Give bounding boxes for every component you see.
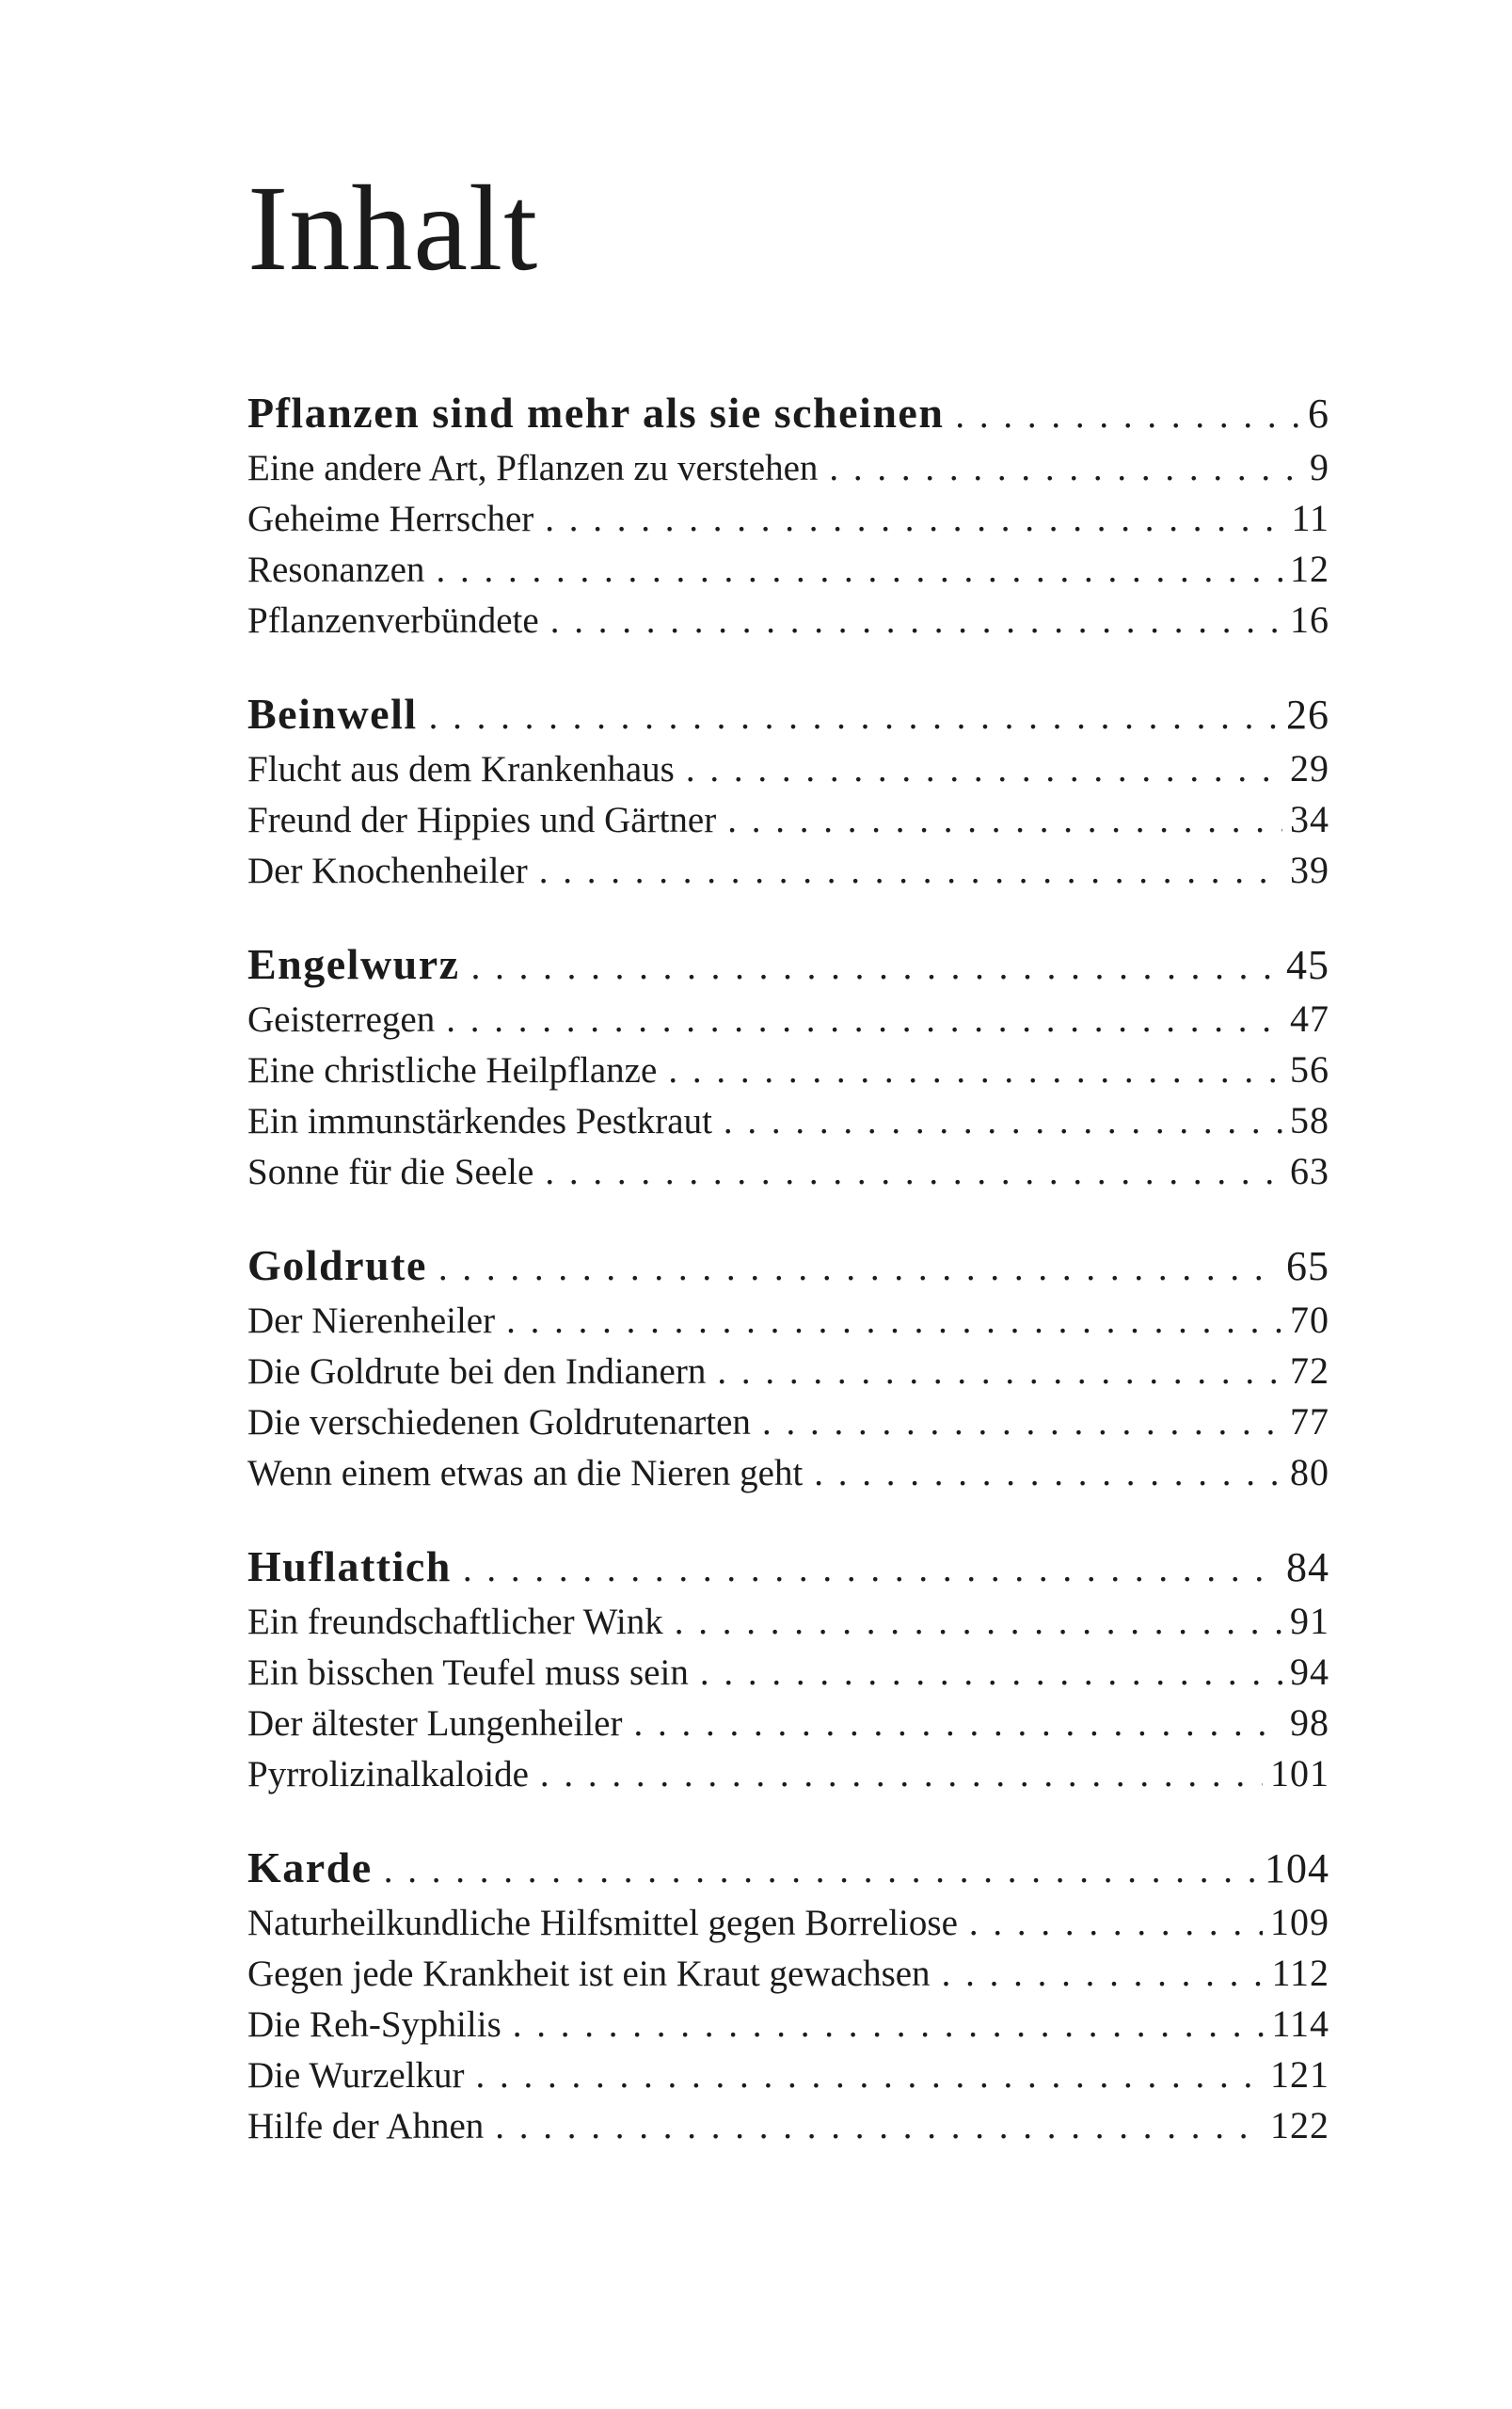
page-number: 80 [1290, 1451, 1329, 1493]
chapter-title: Pflanzen sind mehr als sie scheinen [247, 389, 945, 437]
page-number: 45 [1286, 942, 1329, 988]
toc-entry [247, 2050, 1329, 2100]
entry-title: Ein bisschen Teufel muss sein [247, 1652, 689, 1693]
toc-entry [247, 2100, 1329, 2151]
page-number: 77 [1290, 1400, 1329, 1443]
page-number: 114 [1271, 2002, 1329, 2045]
dot-leader [463, 1540, 1279, 1599]
page-title: Inhalt [247, 161, 539, 296]
entry-title: Ein immunstärkendes Pestkraut [247, 1101, 712, 1141]
dot-leader [969, 1898, 1263, 1949]
dot-leader [513, 2000, 1265, 2050]
page-number: 101 [1270, 1752, 1329, 1795]
toc-entry [247, 994, 1329, 1045]
entry-title: Pyrrolizinalkaloide [247, 1754, 529, 1795]
dot-leader [446, 995, 1282, 1045]
entry-title: Pflanzenverbündete [247, 600, 539, 641]
dot-leader [471, 938, 1279, 997]
entry-title: Der ältester Lungenheiler [247, 1703, 623, 1744]
toc-entry [247, 1999, 1329, 2050]
page-number: 65 [1286, 1243, 1329, 1289]
page-number: 70 [1290, 1299, 1329, 1341]
page-number: 58 [1290, 1099, 1329, 1141]
toc-entry [247, 743, 1329, 794]
toc-entry [247, 1095, 1329, 1146]
page-number: 11 [1291, 497, 1329, 539]
chapter-title: Goldrute [247, 1241, 427, 1289]
dot-leader [506, 1296, 1282, 1347]
page-number: 16 [1290, 598, 1329, 641]
page-number: 9 [1310, 446, 1329, 488]
toc-chapter-heading [247, 384, 1329, 442]
toc-chapter-heading [247, 1538, 1329, 1596]
toc-section [247, 384, 1329, 646]
entry-title: Die verschiedenen Goldrutenarten [247, 1402, 751, 1443]
toc-entry [247, 1447, 1329, 1498]
entry-title: Ein freundschaftlicher Wink [247, 1602, 663, 1642]
chapter-title: Huflattich [247, 1542, 452, 1590]
toc-chapter-heading [247, 1839, 1329, 1897]
page-number: 122 [1270, 2104, 1329, 2146]
entry-title: Eine andere Art, Pflanzen zu verstehen [247, 448, 819, 488]
page-number: 109 [1270, 1901, 1329, 1943]
dot-leader [438, 1239, 1279, 1298]
toc-chapter-heading [247, 935, 1329, 994]
toc-entry [247, 794, 1329, 845]
dot-leader [545, 1147, 1282, 1198]
dot-leader [727, 795, 1282, 846]
toc-entry [247, 1045, 1329, 1095]
entry-title: Eine christliche Heilpflanze [247, 1050, 658, 1091]
toc-entry [247, 442, 1329, 493]
entry-title: Die Wurzelkur [247, 2055, 465, 2096]
page-number: 34 [1290, 798, 1329, 840]
dot-leader [633, 1699, 1282, 1749]
dot-leader [829, 443, 1302, 494]
toc-entry [247, 1346, 1329, 1396]
page-number: 56 [1290, 1048, 1329, 1091]
dot-leader [384, 1842, 1257, 1900]
page-number: 98 [1290, 1701, 1329, 1744]
page-number: 29 [1290, 747, 1329, 790]
page-number: 26 [1286, 692, 1329, 738]
dot-leader [762, 1397, 1282, 1448]
toc-entry [247, 544, 1329, 595]
entry-title: Der Knochenheiler [247, 851, 528, 891]
toc-entry [247, 1948, 1329, 1999]
dot-leader [495, 2101, 1263, 2152]
toc-entry [247, 1596, 1329, 1647]
dot-leader [955, 387, 1300, 445]
dot-leader [717, 1347, 1282, 1397]
chapter-title: Engelwurz [247, 940, 460, 988]
toc-entry [247, 845, 1329, 896]
entry-title: Der Nierenheiler [247, 1300, 496, 1341]
page-number: 12 [1290, 548, 1329, 590]
dot-leader [942, 1949, 1265, 2000]
toc-section [247, 1839, 1329, 2151]
page-number: 91 [1290, 1600, 1329, 1642]
entry-title: Resonanzen [247, 550, 425, 590]
toc-entry [247, 1748, 1329, 1799]
page-number: 121 [1270, 2053, 1329, 2096]
dot-leader [540, 1749, 1263, 1800]
entry-title: Gegen jede Krankheit ist ein Kraut gewachsen [247, 1954, 931, 1994]
toc-entry [247, 1146, 1329, 1197]
page-number: 112 [1271, 1952, 1329, 1994]
dot-leader [675, 1597, 1282, 1648]
page-number: 63 [1290, 1150, 1329, 1192]
toc-section [247, 685, 1329, 896]
toc-entry [247, 1647, 1329, 1698]
chapter-title: Beinwell [247, 690, 418, 738]
page-number: 6 [1308, 391, 1329, 437]
page-number: 72 [1290, 1349, 1329, 1392]
toc-section [247, 1236, 1329, 1498]
toc-entry [247, 1698, 1329, 1748]
dot-leader [700, 1648, 1282, 1699]
entry-title: Hilfe der Ahnen [247, 2106, 485, 2146]
entry-title: Wenn einem etwas an die Nieren geht [247, 1453, 804, 1493]
entry-title: Geisterregen [247, 999, 436, 1040]
toc-entry [247, 1295, 1329, 1346]
entry-title: Freund der Hippies und Gärtner [247, 800, 717, 840]
page-number: 104 [1265, 1845, 1329, 1891]
page-number: 39 [1290, 849, 1329, 891]
entry-title: Geheime Herrscher [247, 499, 534, 539]
page-number: 47 [1290, 997, 1329, 1040]
dot-leader [429, 688, 1279, 746]
page-number: 84 [1286, 1544, 1329, 1590]
toc-entry [247, 1396, 1329, 1447]
chapter-title: Karde [247, 1843, 373, 1891]
dot-leader [668, 1045, 1282, 1096]
toc-section [247, 1538, 1329, 1799]
dot-leader [545, 494, 1283, 545]
toc-chapter-heading [247, 1236, 1329, 1295]
toc-chapter-heading [247, 685, 1329, 743]
dot-leader [539, 846, 1282, 897]
entry-title: Naturheilkundliche Hilfsmittel gegen Borreliose [247, 1903, 958, 1943]
dot-leader [550, 596, 1282, 646]
entry-title: Die Reh-Syphilis [247, 2004, 501, 2045]
table-of-contents [247, 384, 1329, 2191]
toc-entry [247, 595, 1329, 646]
dot-leader [724, 1096, 1282, 1147]
toc-section [247, 935, 1329, 1197]
dot-leader [686, 744, 1282, 795]
page-number: 94 [1290, 1651, 1329, 1693]
toc-entry [247, 493, 1329, 544]
entry-title: Die Goldrute bei den Indianern [247, 1351, 707, 1392]
dot-leader [476, 2050, 1263, 2101]
dot-leader [436, 545, 1282, 596]
dot-leader [814, 1448, 1282, 1499]
entry-title: Flucht aus dem Krankenhaus [247, 749, 675, 790]
toc-entry [247, 1897, 1329, 1948]
entry-title: Sonne für die Seele [247, 1152, 534, 1192]
